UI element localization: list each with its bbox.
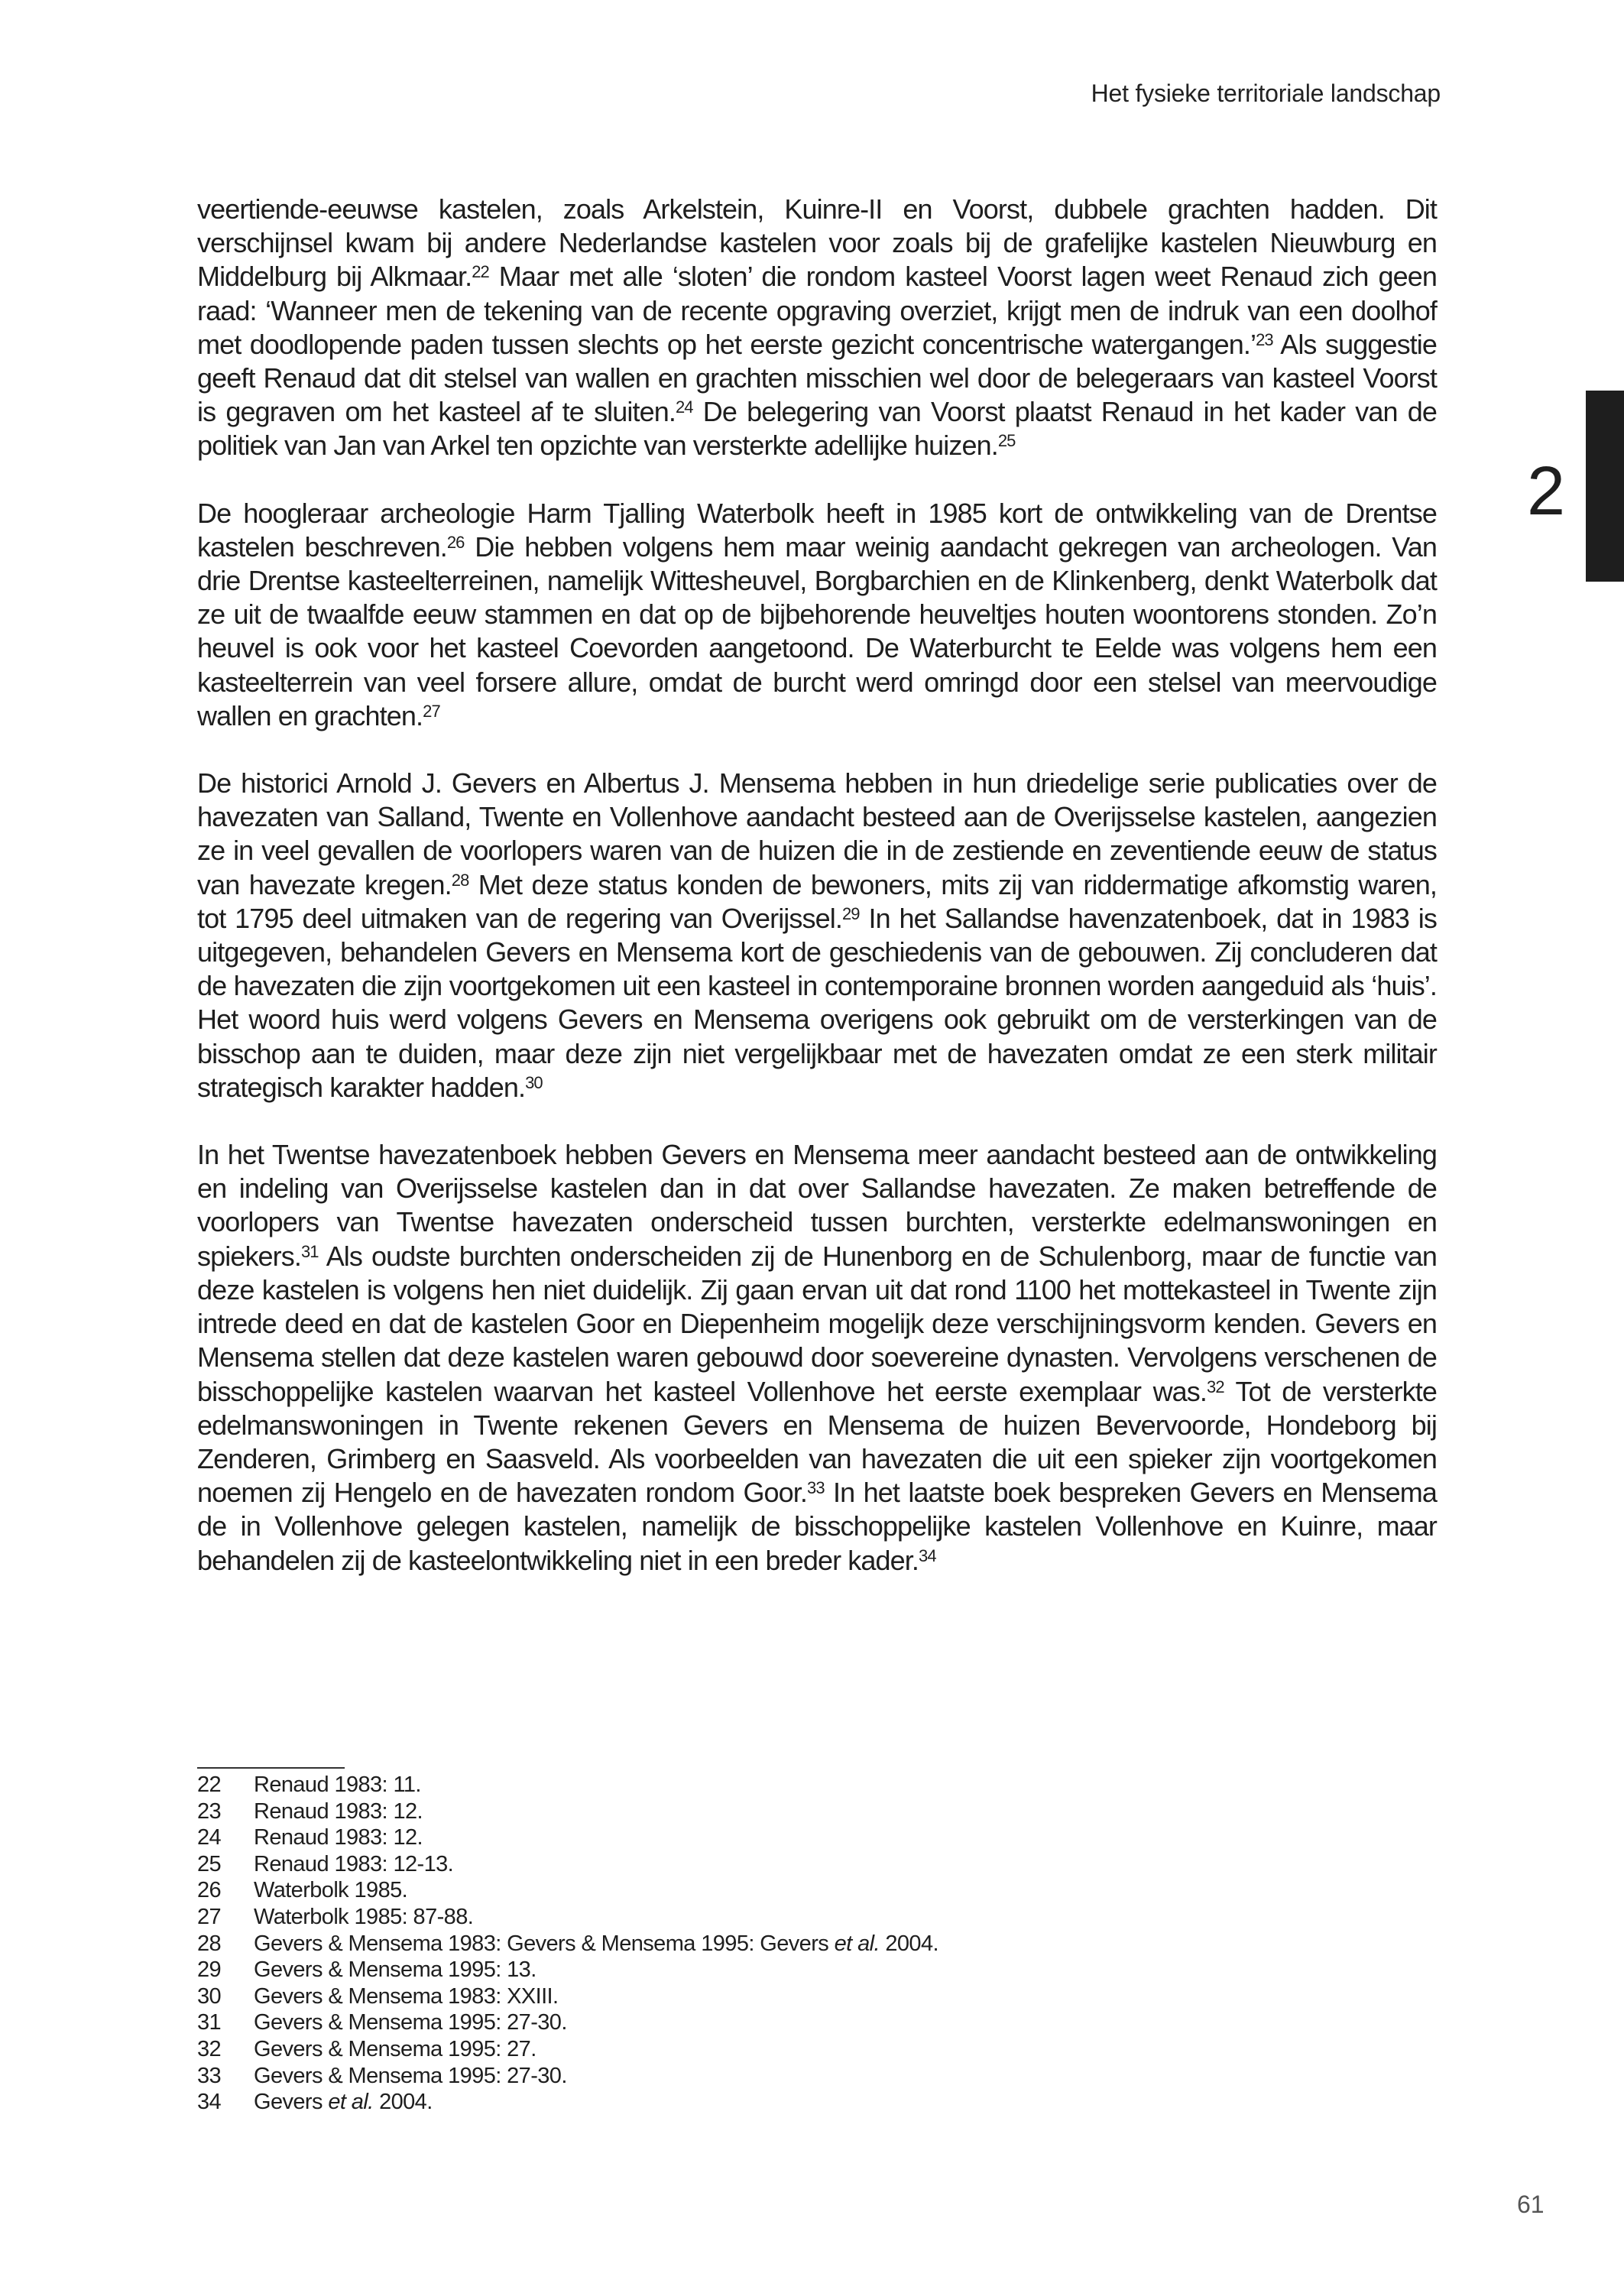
paragraph bbox=[197, 1138, 1437, 1578]
footnote-ref[interactable]: 34 bbox=[918, 1545, 936, 1565]
paragraph-text: Maar met alle ‘sloten’ die rondom kasteel Voorst lagen weet Renaud zich geen raad: ‘Wanneer men de tekening van de recente opgraving overziet, krijgt men de indruk van een doolhof met doodlopende paden tussen slechts op het eerste gezicht concentrische watergangen.’ bbox=[197, 261, 1437, 360]
footnote-number: 22 bbox=[197, 1772, 222, 1797]
paragraph-text: Die hebben volgens hem maar weinig aandacht gekregen van archeologen. Van drie Drentse kasteelterreinen, namelijk Wittesheuvel, Borgbarchien en de Klinkenberg, denkt Waterbolk dat ze uit de twaalfde eeuw stammen en dat op de bijbehorende heuveltjes houten woontorens stonden. Zo’n heuvel is ook voor het kasteel Coevorden aangetoond. De Waterburcht te Eelde was volgens hem een kasteelterrein van veel forsere allure, omdat de burcht werd omringd door een stelsel van meervoudige wallen en grachten. bbox=[197, 530, 1437, 731]
footnote-text bbox=[254, 1798, 423, 1825]
footnote-text-part: Renaud 1983: 11. bbox=[254, 1772, 421, 1797]
footnote-ref[interactable]: 22 bbox=[472, 262, 489, 282]
footnote-text-part: Gevers & Mensema 1995: 13. bbox=[254, 1957, 536, 1983]
footnote-text bbox=[254, 2063, 567, 2090]
footnote-item bbox=[197, 2009, 1344, 2036]
paragraph-text: Met deze status konden de bewoners, mits zij van riddermatige afkomstig waren, tot 1795 deel uitmaken van de regering van Overijssel. bbox=[197, 868, 1437, 934]
footnote-text-part: Gevers bbox=[254, 2090, 329, 2115]
footnote-text-part: Waterbolk 1985: 87-88. bbox=[254, 1904, 474, 1929]
paragraph bbox=[197, 497, 1437, 733]
footnote-number: 24 bbox=[197, 1825, 222, 1850]
footnote-ref[interactable]: 26 bbox=[446, 532, 465, 552]
paragraph-text: De hoogleraar archeologie Harm Tjalling Waterbolk heeft in 1985 kort de ontwikkeling van de Drentse kastelen beschreven. bbox=[197, 497, 1437, 563]
footnote-number: 26 bbox=[197, 1878, 222, 1903]
paragraph-text: De historici Arnold J. Gevers en Albertus J. Mensema hebben in hun driedelige serie publicaties over de havezaten van Salland, Twente en Vollenhove aandacht besteed aan de Overijsselse kastelen, aangezien ze in veel gevallen de voorlopers waren van de huizen die in de zestiende en zeventiende eeuw de status van havezate kregen. bbox=[197, 767, 1437, 900]
footnote-number: 29 bbox=[197, 1957, 222, 1983]
footnote-italic: et al. bbox=[328, 2090, 374, 2115]
paragraph-text: veertiende-eeuwse kastelen, zoals Arkelstein, Kuinre-II en Voorst, dubbele grachten hadden. Dit verschijnsel kwam bij andere Nederlandse kastelen voor zoals bij de grafelijke kastelen Nieuwburg en Middelburg bij Alkmaar. bbox=[197, 193, 1437, 293]
paragraph-text: In het Twentse havezatenboek hebben Gevers en Mensema meer aandacht besteed aan de ontwikkeling en indeling van Overijsselse kastelen dan in dat over Sallandse havezaten. Ze maken betreffende de voorlopers van Twentse havezaten onderscheid tussen burchten, versterkte edelmanswoningen en spiekers. bbox=[197, 1139, 1437, 1272]
footnote-italic: et al. bbox=[834, 1931, 880, 1956]
footnote-number: 25 bbox=[197, 1851, 222, 1876]
footnote-item bbox=[197, 1851, 1344, 1878]
footnote-ref[interactable]: 25 bbox=[997, 431, 1016, 451]
paragraph bbox=[197, 193, 1437, 463]
footnote-item bbox=[197, 1824, 1344, 1851]
paragraph-text: De belegering van Voorst plaatst Renaud in het kader van de politiek van Jan van Arkel ten opzichte van versterkte adellijke huizen. bbox=[197, 396, 1437, 462]
footnote-ref[interactable]: 23 bbox=[1256, 329, 1273, 349]
footnote-text bbox=[254, 1824, 423, 1851]
footnote-number: 33 bbox=[197, 2063, 222, 2088]
footnote-text-part: Gevers & Mensema 1983: XXIII. bbox=[254, 1983, 559, 2009]
footnote-ref[interactable]: 29 bbox=[841, 903, 860, 923]
footnote-text bbox=[254, 1904, 473, 1931]
footnote-text bbox=[254, 1931, 938, 1957]
footnote-ref[interactable]: 31 bbox=[300, 1241, 319, 1261]
footnote-item bbox=[197, 1904, 1344, 1931]
footnote-number: 31 bbox=[197, 2010, 222, 2035]
footnote-text-part: Gevers & Mensema 1983: Gevers & Mensema 1995: Gevers bbox=[254, 1931, 835, 1956]
paragraph-text: Als oudste burchten onderscheiden zij de Hunenborg en de Schulenborg, maar de functie van deze kastelen is volgens hen niet duidelijk. Zij gaan ervan uit dat rond 1100 het mottekasteel in Twente zijn intrede deed en dat de kastelen Goor en Diepenheim mogelijk deze verschijningsvorm kenden. Gevers en Mensema stellen dat deze kastelen waren gebouwd door soevereine dynasten. Vervolgens verschenen de bisschoppelijke kastelen waarvan het kasteel Vollenhove het eerste exemplaar was. bbox=[197, 1240, 1437, 1407]
paragraph bbox=[197, 767, 1437, 1104]
body-text bbox=[197, 193, 1437, 1611]
footnote-text bbox=[254, 1772, 421, 1798]
footnote-item bbox=[197, 1772, 1344, 1798]
paragraph-text: In het Sallandse havenzatenboek, dat in 1983 is uitgegeven, behandelen Gevers en Mensema kort de geschiedenis van de gebouwen. Zij concluderen dat de havezaten die zijn voortgekomen uit een kasteel in contemporaine bronnen worden aangeduid als ‘huis’. Het woord huis werd volgens Gevers en Mensema overigens ook gebruikt om de versterkingen van de bisschop aan te duiden, maar deze zijn niet vergelijkbaar met de havezaten omdat ze een sterk militair strategisch karakter hadden. bbox=[197, 902, 1437, 1103]
footnote-item bbox=[197, 1798, 1344, 1825]
footnote-ref[interactable]: 30 bbox=[525, 1072, 543, 1092]
footnote-number: 30 bbox=[197, 1983, 222, 2009]
footnote-text bbox=[254, 1957, 536, 1983]
chapter-tab-marker bbox=[1586, 391, 1624, 582]
footnote-text bbox=[254, 2009, 567, 2036]
footnote-text-part: Gevers & Mensema 1995: 27. bbox=[254, 2036, 536, 2061]
footnote-text-part: Gevers & Mensema 1995: 27-30. bbox=[254, 2010, 567, 2035]
footnote-item bbox=[197, 2036, 1344, 2063]
footnote-text-part: Gevers & Mensema 1995: 27-30. bbox=[254, 2063, 567, 2088]
footnote-text bbox=[254, 1851, 453, 1878]
paragraph-text: Als suggestie geeft Renaud dat dit stelsel van wallen en grachten misschien wel door de belegeraars van kasteel Voorst is gegraven om het kasteel af te sluiten. bbox=[197, 328, 1437, 428]
footnote-number: 28 bbox=[197, 1931, 222, 1956]
footnote-text bbox=[254, 2036, 536, 2063]
footnote-text-part: Renaud 1983: 12-13. bbox=[254, 1851, 454, 1876]
paragraph-text: In het laatste boek bespreken Gevers en Mensema de in Vollenhove gelegen kastelen, namelijk de bisschoppelijke kastelen Vollenhove en Kuinre, maar behandelen zij de kasteelontwikkeling niet in een breder kader. bbox=[197, 1477, 1437, 1576]
footnote-item bbox=[197, 2063, 1344, 2090]
chapter-number: 2 bbox=[1527, 453, 1566, 530]
footnote-ref[interactable]: 33 bbox=[807, 1478, 825, 1498]
footnote-text bbox=[254, 2089, 433, 2116]
footnote-number: 27 bbox=[197, 1904, 222, 1929]
footnote-item bbox=[197, 1983, 1344, 2010]
footnote-text-part: 2004. bbox=[373, 2090, 433, 2115]
footnote-ref[interactable]: 24 bbox=[675, 397, 693, 417]
footnote-text bbox=[254, 1983, 558, 2010]
footnote-item bbox=[197, 1957, 1344, 1983]
footnote-text-part: Renaud 1983: 12. bbox=[254, 1798, 423, 1824]
footnote-item bbox=[197, 1931, 1344, 1957]
footnote-ref[interactable]: 28 bbox=[451, 870, 469, 890]
footnotes-list bbox=[197, 1772, 1344, 2116]
footnote-item bbox=[197, 2089, 1344, 2116]
footnote-item bbox=[197, 1877, 1344, 1904]
footnote-text bbox=[254, 1877, 407, 1904]
footnote-ref[interactable]: 27 bbox=[423, 701, 440, 721]
footnote-number: 34 bbox=[197, 2090, 222, 2115]
footnote-ref[interactable]: 32 bbox=[1207, 1377, 1224, 1396]
footnote-text-part: Waterbolk 1985. bbox=[254, 1878, 408, 1903]
paragraph-text: Tot de versterkte edelmanswoningen in Twente rekenen Gevers en Mensema de huizen Bevervoorde, Hondeborg bij Zenderen, Grimberg en Saasveld. Als voorbeelden van havezaten die uit een spieker zijn voortgekomen noemen zij Hengelo en de havezaten rondom Goor. bbox=[197, 1375, 1437, 1509]
footnote-text-part: 2004. bbox=[879, 1931, 938, 1956]
footnote-text-part: Renaud 1983: 12. bbox=[254, 1825, 423, 1850]
footnote-number: 32 bbox=[197, 2036, 222, 2061]
footnote-separator bbox=[197, 1767, 345, 1769]
footnote-number: 23 bbox=[197, 1798, 222, 1824]
page-number: 61 bbox=[1517, 2191, 1545, 2218]
running-header: Het fysieke territoriale landschap bbox=[1091, 79, 1441, 107]
